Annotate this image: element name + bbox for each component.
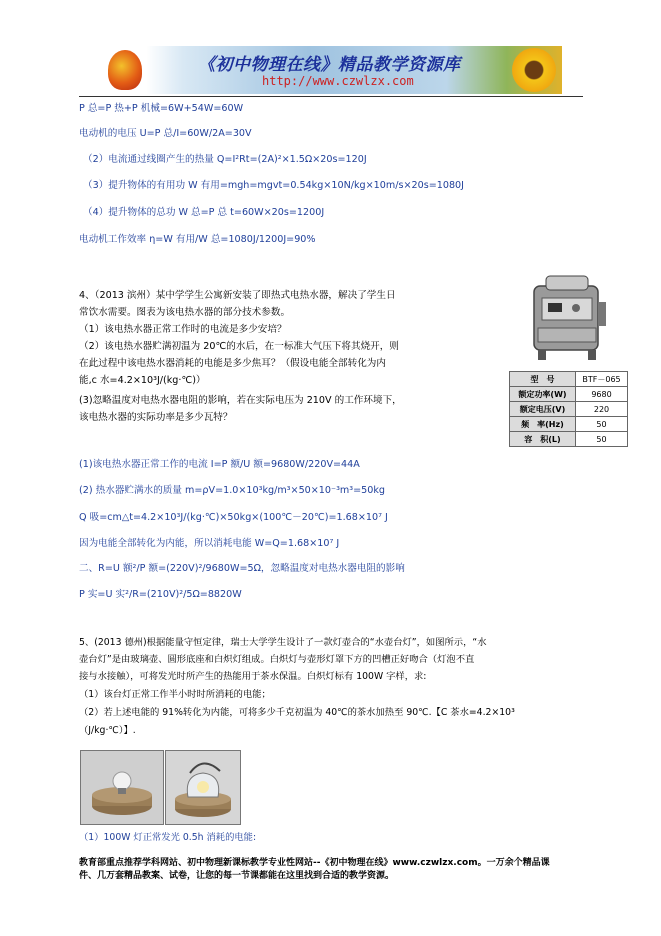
sub-question: （2）该电热水器贮满初温为 20℃的水后，在一标准大气压下将其烧开，则	[79, 341, 399, 352]
answer-line: (1)该电热水器正常工作的电流 I=P 额/U 额=9680W/220V=44A	[79, 459, 360, 470]
sunflower-icon	[512, 48, 556, 92]
solution-line: 电动机的电压 U=P 总/I=60W/2A=30V	[79, 128, 252, 139]
sub-question: （1）该台灯正常工作半小时时所消耗的电能；	[79, 689, 271, 700]
answer-line: P 实=U 实²/R=(210V)²/5Ω=8820W	[79, 589, 242, 600]
table-row: 额定功率(W) 9680	[510, 387, 628, 402]
banner-url[interactable]: http://www.czwlzx.com	[262, 74, 414, 88]
sub-question: 能,c 水=4.2×10³J/(kg·℃)）	[79, 375, 206, 386]
question-stem: 常饮水需要。图表为该电热水器的部分技术参数。	[79, 307, 291, 318]
answer-line: （1）100W 灯正常发光 0.5h 消耗的电能:	[79, 832, 257, 843]
solution-line: 电动机工作效率 η=W 有用/W 总=1080J/1200J=90%	[79, 234, 316, 245]
sub-question: （J/kg·℃）】.	[79, 725, 136, 736]
question-stem: 4、（2013 滨州）某中学学生公寓新安装了即热式电热水器，解决了学生日	[79, 290, 396, 301]
solution-line: （2）电流通过线圈产生的热量 Q=I²Rt=(2A)²×1.5Ω×20s=120J	[83, 154, 367, 165]
lamp-photo-2	[165, 750, 241, 825]
question-stem: 壶台灯”是由玻璃壶、圆形底座和白炽灯组成。白炽灯与壶形灯罩下方的凹槽正好吻合（灯泡不直	[79, 654, 475, 665]
site-logo-icon	[108, 50, 142, 90]
question-stem: 5、(2013 德州)根据能量守恒定律，瑞士大学学生设计了一款灯壶合的“水壶台灯”，如图所示，“水	[79, 637, 487, 648]
answer-line: Q 吸=cm△t=4.2×10³J/(kg·℃)×50kg×(100℃－20℃)=1.68×10⁷ J	[79, 512, 388, 523]
solution-line: （3）提升物体的有用功 W 有用=mgh=mgvt=0.54kg×10N/kg×10m/s×20s=1080J	[83, 180, 464, 191]
sub-question: （1）该电热水器正常工作时的电流是多少安培？	[79, 324, 287, 335]
banner-title: 《初中物理在线》精品教学资源库	[198, 55, 461, 75]
solution-line: （4）提升物体的总功 W 总=P 总 t=60W×20s=1200J	[83, 207, 325, 218]
answer-line: 二、R=U 额²/P 额=(220V)²/9680W=5Ω，忽略温度对电热水器电阻的影响	[79, 563, 405, 574]
table-row: 型 号 BTF－065	[510, 372, 628, 387]
header-banner	[100, 46, 562, 94]
question-stem: 接与水接触），可将发光时所产生的热能用于茶水保温。白炽灯标有 100W 字样，求:	[79, 671, 427, 682]
water-heater-image	[524, 272, 610, 364]
table-row: 频 率(Hz) 50	[510, 417, 628, 432]
sub-question: 在此过程中该电热水器消耗的电能是多少焦耳？（假设电能全部转化为内	[79, 358, 386, 369]
spec-table	[509, 371, 628, 447]
lamp-photo-1	[80, 750, 164, 825]
sub-question: （2）若上述电能的 91%转化为内能，可将多少千克初温为 40℃的茶水加热至 90℃.【C 茶水=4.2×10³	[79, 707, 515, 718]
table-row: 容 积(L) 50	[510, 432, 628, 447]
table-row: 额定电压(V) 220	[510, 402, 628, 417]
answer-line: (2) 热水器贮满水的质量 m=ρV=1.0×10³kg/m³×50×10⁻³m³=50kg	[79, 485, 386, 496]
footer-text: 教育部重点推荐学科网站、初中物理新课标教学专业性网站--《初中物理在线》www.czwlzx.com。一万余个精品课	[79, 858, 550, 868]
header-divider	[79, 96, 583, 97]
sub-question: (3)忽略温度对电热水器电阻的影响，若在实际电压为 210V 的工作环境下，	[79, 395, 402, 406]
sub-question: 该电热水器的实际功率是多少瓦特？	[79, 412, 233, 423]
answer-line: 因为电能全部转化为内能，所以消耗电能 W=Q=1.68×10⁷ J	[79, 538, 340, 549]
solution-line: P 总=P 热+P 机械=6W+54W=60W	[79, 103, 244, 114]
footer-text: 件、几万套精品教案、试卷，让您的每一节课都能在这里找到合适的教学资源。	[79, 871, 395, 881]
